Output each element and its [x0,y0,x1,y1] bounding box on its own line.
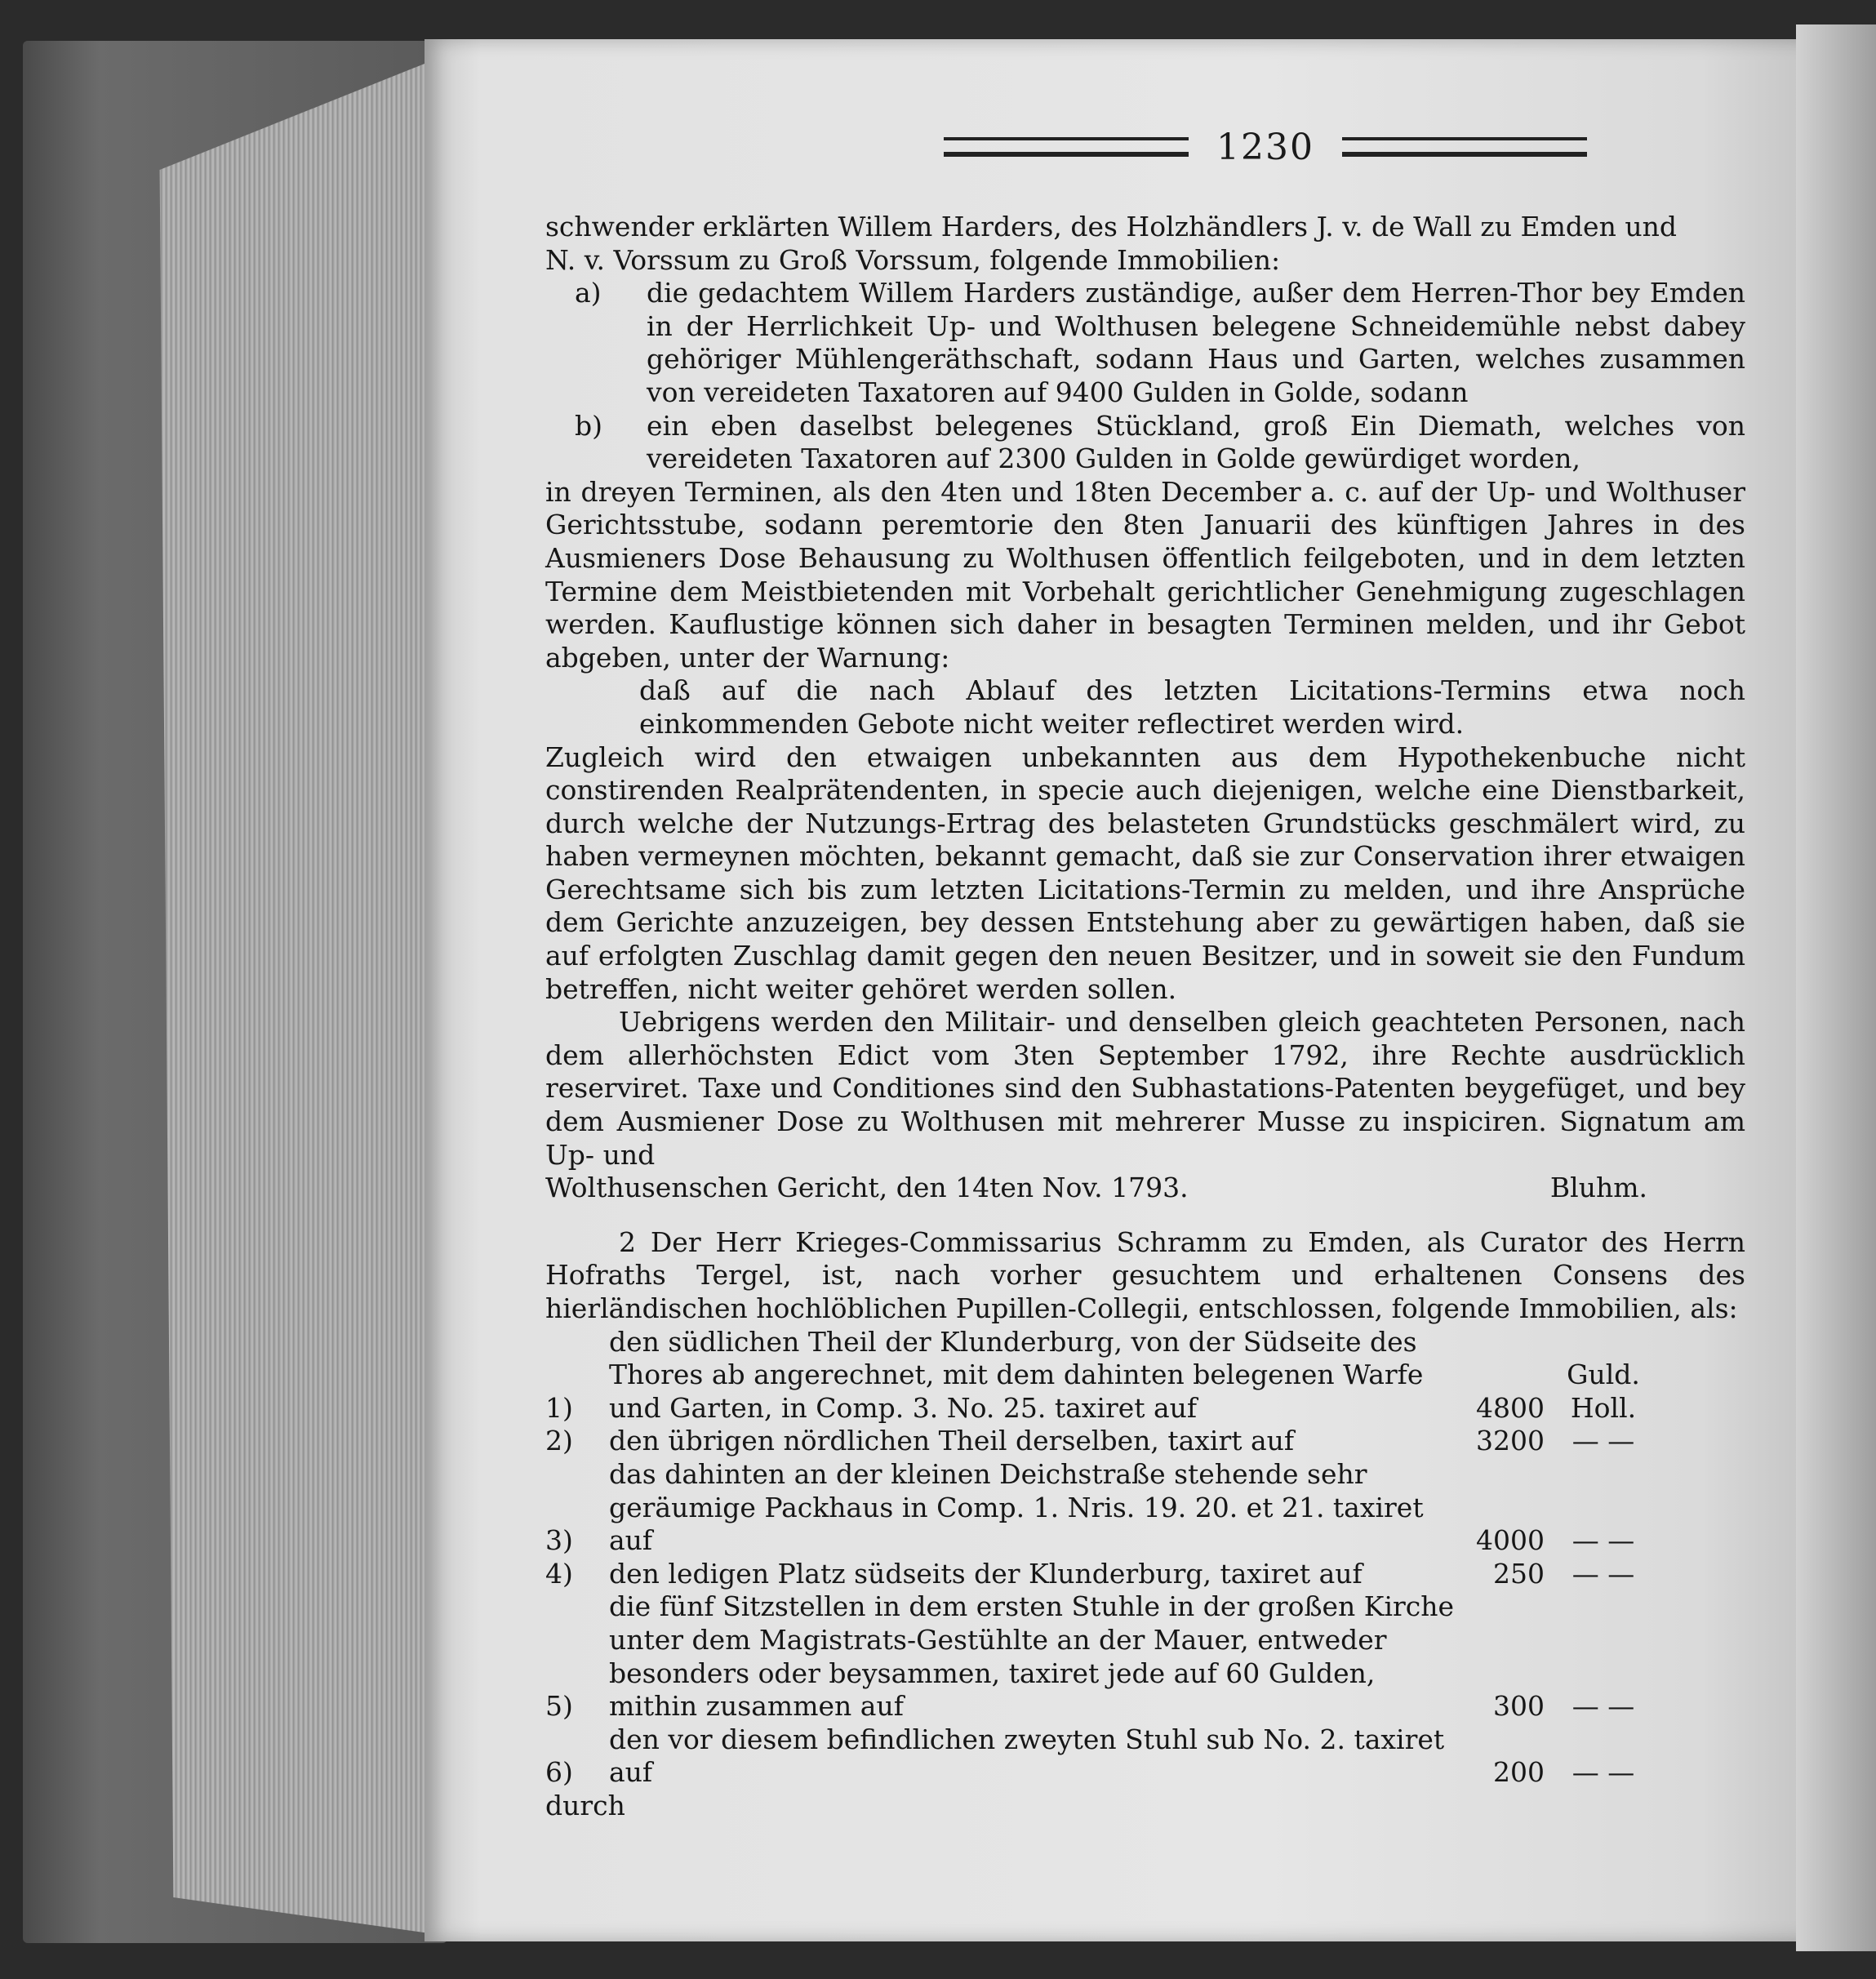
paragraph: Uebrigens werden den Militair- und denselben gleich geachteten Personen, nach dem allerhöchsten Edict vom 3ten September 1792, ihre Rechte ausdrücklich reserviret. Taxe und Conditiones sind den Subhastations-Patenten beygefüget, und bey dem Ausmiener Dose zu Wolthusen mit mehrerer Musse zu inspiciren. Signatum am Up- und [545,1006,1745,1171]
list-item [545,1425,1745,1458]
item-number: 2) [545,1425,573,1457]
item-text: das dahinten an der kleinen Deichstraße stehende sehr geräumige Packhaus in Comp. 1. Nris. 19. 20. et 21. taxiret auf [609,1457,1424,1557]
item-number: 6) [545,1756,573,1789]
page-header [833,122,1698,171]
item-amount: 200 [1493,1756,1545,1789]
list-label: b) [575,409,602,442]
catchword: durch [545,1789,625,1821]
item-text: den übrigen nördlichen Theil derselben, taxirt auf [609,1425,1295,1457]
paragraph-line: N. v. Vorssum zu Groß Vorssum, folgende Immobilien: [545,243,1281,276]
list-item [545,1326,1745,1425]
ditto-marks: — — [1571,1425,1635,1457]
ditto-marks: — — [1571,1690,1635,1723]
list-item-a [545,277,1745,409]
list-item [545,1558,1745,1591]
item-amount: 3200 [1476,1425,1545,1457]
item-number: 4) [545,1557,573,1590]
list-label: a) [575,277,602,309]
property-list [545,1326,1745,1790]
paragraph: in dreyen Terminen, als den 4ten und 18ten December a. c. auf der Up- und Wolthuser Gerichtsstube, sodann peremtorie den 8ten Januarii des künftigen Jahres in des Ausmieners Dose Behausung zu Wolthusen öffentlich feilgeboten, und in dem letzten Termine dem Meistbietenden mit Vorbehalt gerichtlicher Genehmigung zugeschlagen werden. Kauflustige können sich daher in besagten Terminen melden, und ihr Gebot abgeben, unter der Warnung: [545,475,1745,674]
page-text [545,211,1745,1823]
item-amount: 4800 [1476,1391,1545,1424]
list-item [545,1458,1745,1558]
list-item [545,1590,1745,1723]
paragraph: Zugleich wird den etwaigen unbekannten aus dem Hypothekenbuche nicht constirenden Realprätendenten, in specie auch diejenigen, welche eine Dienstbarkeit, durch welche der Nutzungs-Ertrag des belasteten Grundstücks geschmälert wird, zu haben vermeynen möchten, bekannt gemacht, daß sie zur Conservation ihrer etwaigen Gerechtsame sich bis zum letzten Licitations-Termin zu melden, und ihre Ansprüche dem Gerichte anzuzeigen, bey dessen Entstehung aber zu gewärtigen haben, daß sie auf erfolgten Zuschlag damit gegen den neuen Besitzer, und in soweit sie den Fundum betreffen, nicht weiter gehöret werden sollen. [545,740,1745,1005]
item-number: 5) [545,1690,573,1723]
list-text: die gedachtem Willem Harders zuständige, außer dem Herren-Thor bey Emden in der Herrlichkeit Up- und Wolthusen belegene Schneidemühle nebst dabey gehöriger Mühlengeräthschaft, sodann Haus und Garten, welches zusammen von vereideten Taxatoren auf 9400 Gulden in Golde, sodann [647,277,1745,408]
list-text: ein eben daselbst belegenes Stückland, groß Ein Diemath, welches von vereideten Taxatoren auf 2300 Gulden in Golde gewürdiget worden, [647,409,1745,475]
item-number: 1) [545,1391,573,1424]
item-amount: 4000 [1476,1524,1545,1557]
ditto-marks: — — [1571,1756,1635,1789]
warning-text: daß auf die nach Ablauf des letzten Licitations-Termins etwa noch einkommenden Gebote nicht weiter reflectiret werden wird. [639,674,1745,740]
currency-label: Guld. Holl. [1567,1359,1640,1424]
item-text: die fünf Sitzstellen in dem ersten Stuhle in der großen Kirche unter dem Magistrats-Gestühlte an der Mauer, entweder besonders oder beysammen, taxiret jede auf 60 Gulden, mithin zusammen auf [609,1590,1455,1723]
paragraph-line: Wolthusenschen Gericht, den 14ten Nov. 1793. [545,1172,1189,1204]
item-amount: 300 [1493,1690,1545,1723]
spacer [545,1205,1745,1226]
item-text: den ledigen Platz südseits der Klunderburg, taxiret auf [609,1557,1363,1590]
paragraph-line: schwender erklärten Willem Harders, des Holzhändlers J. v. de Wall zu Emden und [545,211,1677,242]
item-number: 3) [545,1524,573,1557]
signature-line [545,1172,1745,1205]
paragraph: 2 Der Herr Krieges-Commissarius Schramm zu Emden, als Curator des Herrn Hofraths Tergel, ist, nach vorher gesuchtem und erhaltenen Consens des hierländischen hochlöblichen Pupillen-Collegii, entschlossen, folgende Immobilien, als: [545,1225,1745,1324]
item-text: den südlichen Theil der Klunderburg, von der Südseite des Thores ab angerechnet, mit dem dahinten belegenen Warfe und Garten, in Comp. 3. No. 25. taxiret auf [609,1325,1424,1424]
ditto-marks: — — [1571,1557,1635,1590]
header-rule-right [1342,137,1587,157]
item-amount: 250 [1493,1557,1545,1590]
header-rule-left [944,137,1189,157]
item-text: den vor diesem befindlichen zweyten Stuhl sub No. 2. taxiret auf [609,1723,1445,1789]
list-item-b [545,410,1745,476]
page-number: 1230 [1216,126,1314,168]
facing-page-edge [1796,24,1876,1951]
ditto-marks: — — [1571,1524,1635,1557]
list-item [545,1723,1745,1790]
signature: Bluhm. [1549,1172,1647,1204]
